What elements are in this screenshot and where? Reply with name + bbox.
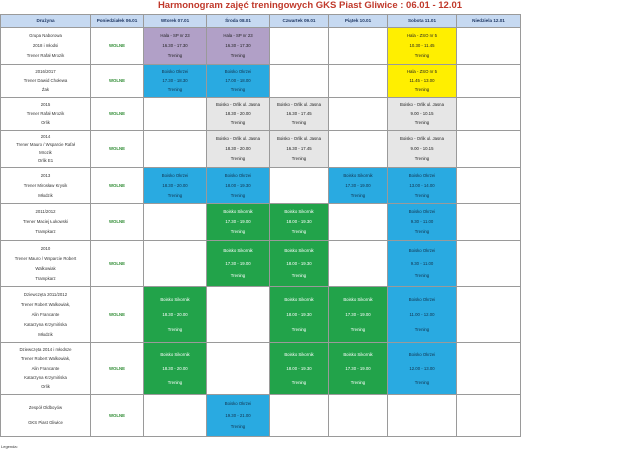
session-line: 16.30 - 17.30 xyxy=(225,43,251,49)
session-line: 17.30 - 19.00 xyxy=(345,182,371,188)
team-line: Trener Robert Walkowiak, xyxy=(20,301,71,307)
schedule-cell-sunday xyxy=(457,28,521,65)
session-line: Trening xyxy=(230,87,246,93)
team-line: Trener Rafał Mrozik xyxy=(26,111,65,117)
team-line: 2014 xyxy=(40,134,51,140)
team-line: Mrozik xyxy=(39,150,52,156)
team-line: 2010 xyxy=(40,245,51,251)
session-line: Boisko - Orlik ul. Jasna xyxy=(216,102,260,108)
team-line: Trener Rafał Mrozik xyxy=(26,53,65,59)
table-row xyxy=(1,168,521,204)
schedule-cell-wednesday xyxy=(207,98,270,131)
schedule-cell-wednesday xyxy=(207,204,270,241)
schedule-cell-friday xyxy=(329,204,388,241)
session-line: 17.30 - 18.30 xyxy=(162,78,188,84)
session-line: 18.00 - 19.30 xyxy=(225,182,251,188)
schedule-cell-wednesday xyxy=(207,28,270,65)
team-line: Trampkarz xyxy=(35,275,56,281)
schedule-cell-tuesday xyxy=(144,204,207,241)
team-line: GKS Piast Gliwice xyxy=(28,420,63,426)
session-line: 17.30 - 19.00 xyxy=(345,311,371,317)
column-header-monday: Poniedziałek 06.01 xyxy=(91,15,144,28)
session-line: 13.00 - 14.00 xyxy=(409,182,435,188)
session-line: Boisko - Orlik ul. Jasna xyxy=(277,136,321,142)
team-cell xyxy=(1,287,91,343)
team-line: Dziewczęta 2014 i młodsze xyxy=(19,347,72,353)
table-row xyxy=(1,131,521,168)
session-line: Boisko Sikornik xyxy=(284,209,314,215)
session-line: Trening xyxy=(350,379,366,385)
schedule-cell-sunday xyxy=(457,168,521,204)
session-line: Boisko - Orlik ul. Jasna xyxy=(400,136,444,142)
schedule-cell-tuesday xyxy=(144,395,207,437)
column-header-sunday: Niedziela 12.01 xyxy=(457,15,521,28)
session-line: Boisko Okrzei xyxy=(408,296,436,302)
team-cell xyxy=(1,204,91,241)
schedule-cell-friday xyxy=(329,287,388,343)
team-line: Alin Francante xyxy=(31,311,60,317)
session-line: Boisko Sikornik xyxy=(160,351,190,357)
schedule-cell-thursday xyxy=(270,65,329,98)
schedule-cell-wednesday xyxy=(207,241,270,287)
table-row xyxy=(1,343,521,395)
schedule-cell-sunday xyxy=(457,131,521,168)
session-line: Trening xyxy=(230,192,246,198)
schedule-table xyxy=(0,14,521,437)
schedule-cell-friday xyxy=(329,395,388,437)
session-line: Boisko - Orlik ul. Jasna xyxy=(400,102,444,108)
session-line: 11.45 - 13.00 xyxy=(409,78,435,84)
table-row xyxy=(1,28,521,65)
session-line: 16.30 - 17.30 xyxy=(162,43,188,49)
team-cell xyxy=(1,343,91,395)
schedule-cell-thursday xyxy=(270,98,329,131)
session-line: Boisko Sikornik xyxy=(343,351,373,357)
schedule-cell-saturday xyxy=(388,131,457,168)
schedule-cell-monday: WOLNE xyxy=(91,241,144,287)
column-header-saturday: Sobota 11.01 xyxy=(388,15,457,28)
schedule-cell-thursday xyxy=(270,168,329,204)
schedule-cell-tuesday xyxy=(144,131,207,168)
schedule-cell-monday: WOLNE xyxy=(91,131,144,168)
team-line: Dziewczęta 2011/2012 xyxy=(23,291,68,297)
team-line: Trener Robert Walkowiak, xyxy=(20,356,71,362)
table-row xyxy=(1,204,521,241)
session-line: 9.30 - 11.00 xyxy=(410,219,434,225)
session-line: Trening xyxy=(167,192,183,198)
session-line: 12.00 - 13.00 xyxy=(409,365,435,371)
schedule-cell-saturday xyxy=(388,98,457,131)
schedule-cell-saturday xyxy=(388,65,457,98)
session-line: Trening xyxy=(230,53,246,59)
header-row xyxy=(1,15,521,28)
team-cell xyxy=(1,395,91,437)
schedule-cell-tuesday xyxy=(144,241,207,287)
column-header-friday: Piątek 10.01 xyxy=(329,15,388,28)
schedule-cell-saturday xyxy=(388,28,457,65)
schedule-cell-thursday xyxy=(270,241,329,287)
session-line: 10.30 - 11.45 xyxy=(409,43,435,49)
schedule-cell-tuesday xyxy=(144,28,207,65)
schedule-cell-tuesday xyxy=(144,343,207,395)
session-line: Trening xyxy=(414,53,430,59)
schedule-cell-saturday xyxy=(388,287,457,343)
session-line: 17.00 - 18.00 xyxy=(225,78,251,84)
schedule-cell-wednesday xyxy=(207,168,270,204)
team-line: Walkowiak xyxy=(35,265,56,271)
session-line: Trening xyxy=(230,273,246,279)
session-line: 17.30 - 19.00 xyxy=(225,219,251,225)
schedule-cell-thursday xyxy=(270,343,329,395)
column-header-thursday: Czwartek 09.01 xyxy=(270,15,329,28)
session-line: Boisko Okrzei xyxy=(408,172,436,178)
session-line: 17.30 - 19.00 xyxy=(225,260,251,266)
session-line: Trening xyxy=(414,120,430,126)
schedule-cell-friday xyxy=(329,98,388,131)
team-line: Młodzik xyxy=(38,331,53,337)
schedule-cell-monday: WOLNE xyxy=(91,395,144,437)
session-line: Trening xyxy=(291,379,307,385)
session-line: 18.00 - 19.30 xyxy=(286,311,312,317)
schedule-cell-monday: WOLNE xyxy=(91,168,144,204)
session-line: 16.30 - 17.45 xyxy=(286,146,312,152)
session-line: Hala - ZSO nr 5 xyxy=(406,69,438,75)
session-line: 18.30 - 20.00 xyxy=(225,111,251,117)
schedule-cell-friday xyxy=(329,168,388,204)
team-line: Orlik xyxy=(41,120,50,126)
schedule-cell-friday xyxy=(329,241,388,287)
session-line: 18.00 - 19.30 xyxy=(286,365,312,371)
schedule-cell-saturday xyxy=(388,241,457,287)
team-line: Trener Mauro / Wsparcie Robert xyxy=(14,255,77,261)
team-line: 2016/2017 xyxy=(35,69,56,75)
team-cell xyxy=(1,65,91,98)
session-line: Hala - SP nr 23 xyxy=(223,33,253,39)
schedule-cell-tuesday xyxy=(144,65,207,98)
session-line: 18.30 - 20.00 xyxy=(162,365,188,371)
session-line: 16.30 - 17.45 xyxy=(286,111,312,117)
schedule-cell-saturday xyxy=(388,168,457,204)
session-line: Boisko Sikornik xyxy=(284,351,314,357)
session-line: 9.00 - 10.15 xyxy=(410,111,434,117)
session-line: Trening xyxy=(414,229,430,235)
session-line: Trening xyxy=(291,229,307,235)
schedule-cell-sunday xyxy=(457,98,521,131)
session-line: Trening xyxy=(230,229,246,235)
schedule-cell-wednesday xyxy=(207,395,270,437)
session-line: Boisko Okrzei xyxy=(408,351,436,357)
team-line: Trener Mirosław Krysik xyxy=(23,182,68,188)
session-line: Trening xyxy=(414,326,430,332)
schedule-cell-saturday xyxy=(388,343,457,395)
schedule-cell-friday xyxy=(329,343,388,395)
team-line: Grupa Naborowa xyxy=(29,33,62,39)
schedule-cell-monday: WOLNE xyxy=(91,98,144,131)
schedule-cell-wednesday xyxy=(207,131,270,168)
table-row xyxy=(1,395,521,437)
session-line: Trening xyxy=(167,326,183,332)
session-line: 18.00 - 19.30 xyxy=(286,219,312,225)
schedule-cell-tuesday xyxy=(144,98,207,131)
column-header-tuesday: Wtorek 07.01 xyxy=(144,15,207,28)
schedule-cell-thursday xyxy=(270,395,329,437)
session-line: Boisko - Orlik ul. Jasna xyxy=(216,136,260,142)
team-line: Trener Mauro / Wsparcie Rafał xyxy=(16,142,75,148)
team-line: Żak xyxy=(41,87,50,93)
session-line: Trening xyxy=(414,156,430,162)
team-line: 2013 xyxy=(40,172,51,178)
schedule-cell-sunday xyxy=(457,395,521,437)
session-line: Boisko Sikornik xyxy=(223,248,253,254)
session-line: Trening xyxy=(414,192,430,198)
schedule-cell-monday: WOLNE xyxy=(91,65,144,98)
session-line: Trening xyxy=(167,53,183,59)
team-line: Orlik E1 xyxy=(37,158,54,164)
session-line: Trening xyxy=(291,326,307,332)
session-line: Trening xyxy=(350,192,366,198)
team-line: Katarzyna Krzymińska xyxy=(24,321,67,327)
column-header-wednesday: Środa 08.01 xyxy=(207,15,270,28)
schedule-cell-monday: WOLNE xyxy=(91,343,144,395)
session-line: Trening xyxy=(167,379,183,385)
schedule-cell-wednesday xyxy=(207,65,270,98)
session-line: Trening xyxy=(350,326,366,332)
schedule-cell-saturday xyxy=(388,204,457,241)
session-line: Boisko Sikornik xyxy=(284,248,314,254)
session-line: Trening xyxy=(230,120,246,126)
session-line: Trening xyxy=(291,273,307,279)
session-line: Boisko Sikornik xyxy=(284,296,314,302)
team-line: Orlik xyxy=(41,384,50,390)
schedule-cell-saturday xyxy=(388,395,457,437)
session-line: Hala - SP nr 23 xyxy=(160,33,190,39)
schedule-cell-sunday xyxy=(457,287,521,343)
session-line: 18.30 - 20.00 xyxy=(162,311,188,317)
table-row xyxy=(1,98,521,131)
schedule-cell-wednesday xyxy=(207,343,270,395)
session-line: Trening xyxy=(414,87,430,93)
team-cell xyxy=(1,241,91,287)
schedule-cell-sunday xyxy=(457,241,521,287)
session-line: 18.30 - 20.00 xyxy=(162,182,188,188)
session-line: Trening xyxy=(414,379,430,385)
schedule-cell-thursday xyxy=(270,28,329,65)
session-line: 19.30 - 21.00 xyxy=(225,412,251,418)
session-line: 9.00 - 10.15 xyxy=(410,146,434,152)
schedule-cell-sunday xyxy=(457,204,521,241)
session-line: Boisko Okrzei xyxy=(224,401,252,407)
session-line: Boisko Sikornik xyxy=(223,209,253,215)
session-line: Boisko Okrzei xyxy=(224,69,252,75)
team-line: Katarzyna Krzymińska xyxy=(24,374,67,380)
table-row xyxy=(1,241,521,287)
schedule-cell-tuesday xyxy=(144,287,207,343)
legend-label: Legenda: xyxy=(1,444,18,449)
session-line: Boisko - Orlik ul. Jasna xyxy=(277,102,321,108)
schedule-cell-sunday xyxy=(457,65,521,98)
team-line: Trener Maciej Łukowski xyxy=(23,219,68,225)
team-line: Zespół Oldboyów xyxy=(28,405,63,411)
team-line: 2011/2012 xyxy=(35,209,56,215)
session-line: Trening xyxy=(414,273,430,279)
session-line: 18.30 - 20.00 xyxy=(225,146,251,152)
session-line: Trening xyxy=(230,424,246,430)
schedule-cell-friday xyxy=(329,65,388,98)
session-line: Trening xyxy=(291,120,307,126)
schedule-cell-tuesday xyxy=(144,168,207,204)
session-line: Trening xyxy=(291,156,307,162)
schedule-cell-thursday xyxy=(270,131,329,168)
session-line: 18.00 - 19.30 xyxy=(286,260,312,266)
session-line: Boisko Okrzei xyxy=(161,172,189,178)
schedule-body xyxy=(1,28,521,437)
session-line: Boisko Okrzei xyxy=(224,172,252,178)
column-header-team: Drużyna xyxy=(1,15,91,28)
session-line: Trening xyxy=(230,156,246,162)
schedule-cell-friday xyxy=(329,28,388,65)
session-line: Trening xyxy=(167,87,183,93)
session-line: Boisko Okrzei xyxy=(408,209,436,215)
session-line: 11.00 - 12.00 xyxy=(409,311,435,317)
session-line: 9.30 - 11.00 xyxy=(410,260,434,266)
table-row xyxy=(1,65,521,98)
team-line: Młodzik xyxy=(38,192,53,198)
schedule-cell-monday: WOLNE xyxy=(91,28,144,65)
team-line: 2015 xyxy=(40,102,51,108)
team-line: Alin Francante xyxy=(31,365,60,371)
schedule-cell-monday: WOLNE xyxy=(91,287,144,343)
session-line: Hala - ZSO nr 5 xyxy=(406,33,438,39)
schedule-cell-thursday xyxy=(270,287,329,343)
session-line: Boisko Sikornik xyxy=(343,172,373,178)
session-line: Boisko Sikornik xyxy=(160,296,190,302)
schedule-cell-friday xyxy=(329,131,388,168)
team-cell xyxy=(1,168,91,204)
team-cell xyxy=(1,131,91,168)
schedule-cell-monday: WOLNE xyxy=(91,204,144,241)
session-line: Boisko Sikornik xyxy=(343,296,373,302)
team-cell xyxy=(1,98,91,131)
session-line: Boisko Okrzei xyxy=(408,248,436,254)
schedule-cell-sunday xyxy=(457,343,521,395)
schedule-cell-wednesday xyxy=(207,287,270,343)
team-line: 2018 i młodsi xyxy=(32,43,59,49)
schedule-cell-thursday xyxy=(270,204,329,241)
page-title: Harmonogram zajęć treningowych GKS Piast Gliwice : 06.01 - 12.01 xyxy=(157,0,463,11)
team-line: Trener Dawid Chołewa xyxy=(23,78,68,84)
team-line: Trampkarz xyxy=(35,229,56,235)
session-line: 17.30 - 19.00 xyxy=(345,365,371,371)
table-row xyxy=(1,287,521,343)
team-cell xyxy=(1,28,91,65)
session-line: Boisko Okrzei xyxy=(161,69,189,75)
